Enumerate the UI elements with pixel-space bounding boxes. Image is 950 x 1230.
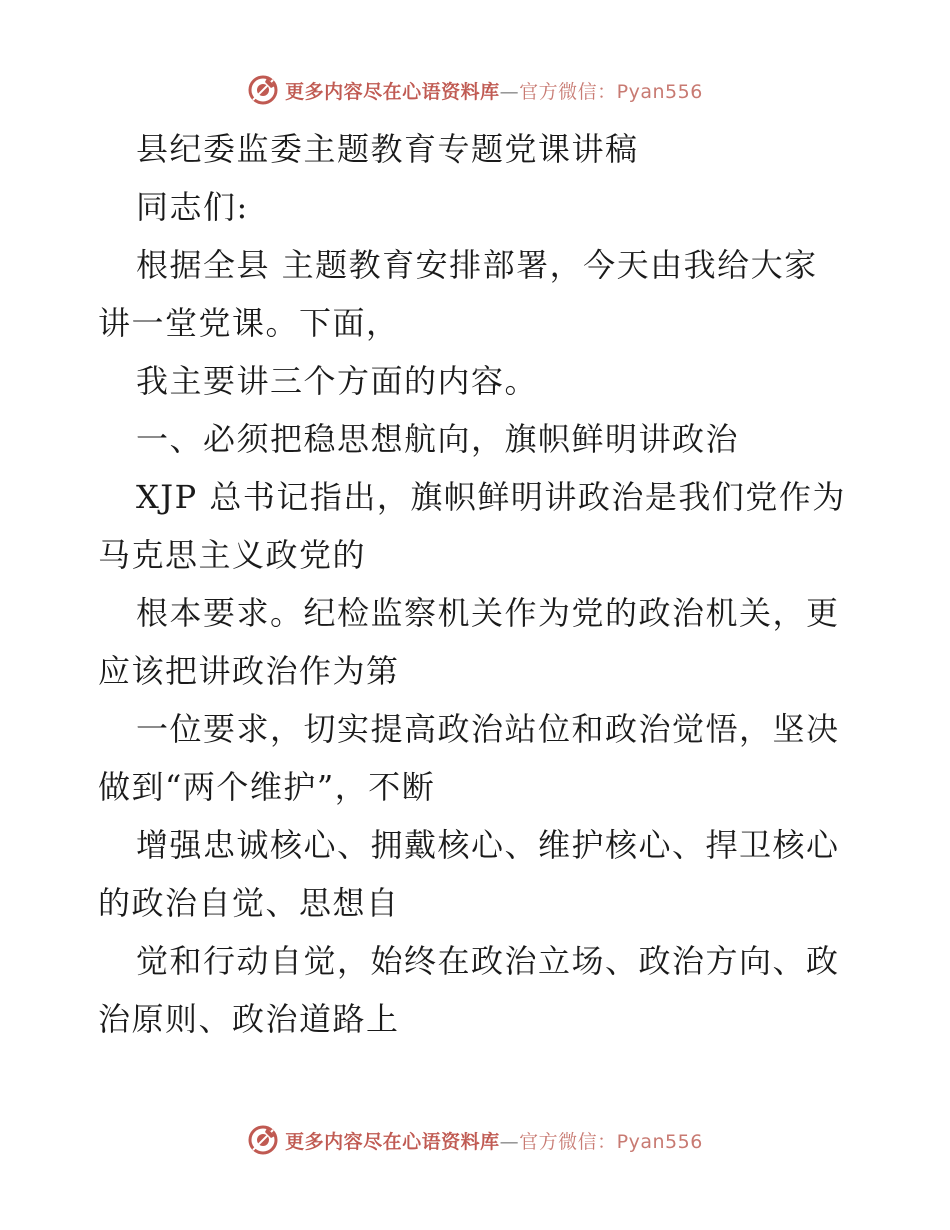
paragraph-line: 做到“两个维护”，不断 (98, 768, 436, 806)
section-heading: 一、必须把稳思想航向，旗帜鲜明讲政治 (136, 420, 740, 458)
paragraph-line: 觉和行动自觉，始终在政治立场、政治方向、政 (136, 942, 840, 980)
paragraph-line: 我主要讲三个方面的内容。 (136, 362, 539, 400)
banner-title: 更多内容尽在心语资料库 (285, 1130, 500, 1153)
paragraph-line: 讲一堂党课。下面， (98, 304, 400, 342)
paragraph-line: XJP 总书记指出，旗帜鲜明讲政治是我们党作为 (136, 478, 846, 516)
footer-banner (0, 1120, 950, 1160)
banner-title: 更多内容尽在心语资料库 (285, 80, 500, 103)
banner-wechat: 官方微信：Pyan556 (519, 1130, 703, 1153)
paragraph-line: 一位要求，切实提高政治站位和政治觉悟，坚决 (136, 710, 840, 748)
paragraph-line: 的政治自觉、思想自 (98, 884, 400, 922)
paragraph-line: 马克思主义政党的 (98, 536, 367, 574)
paragraph-line: 治原则、政治道路上 (98, 1000, 400, 1038)
paragraph-line: 增强忠诚核心、拥戴核心、维护核心、捍卫核心 (136, 826, 840, 864)
salutation: 同志们: (136, 188, 249, 226)
seal-logo-icon (247, 74, 279, 106)
banner-separator: — (499, 80, 520, 103)
header-banner (0, 70, 950, 110)
seal-logo-icon (247, 1124, 279, 1156)
footer-banner-inner (247, 1124, 703, 1156)
footer-banner-text (285, 1127, 703, 1154)
banner-wechat: 官方微信：Pyan556 (519, 80, 703, 103)
paragraph-line: 根本要求。纪检监察机关作为党的政治机关，更 (136, 594, 840, 632)
document-body (98, 120, 858, 1048)
header-banner-text (285, 77, 703, 104)
document-title: 县纪委监委主题教育专题党课讲稿 (136, 130, 639, 168)
paragraph-line: 应该把讲政治作为第 (98, 652, 400, 690)
paragraph-line: 根据全县 主题教育安排部署，今天由我给大家 (136, 246, 818, 284)
header-banner-inner (247, 74, 703, 106)
banner-separator: — (499, 1130, 520, 1153)
